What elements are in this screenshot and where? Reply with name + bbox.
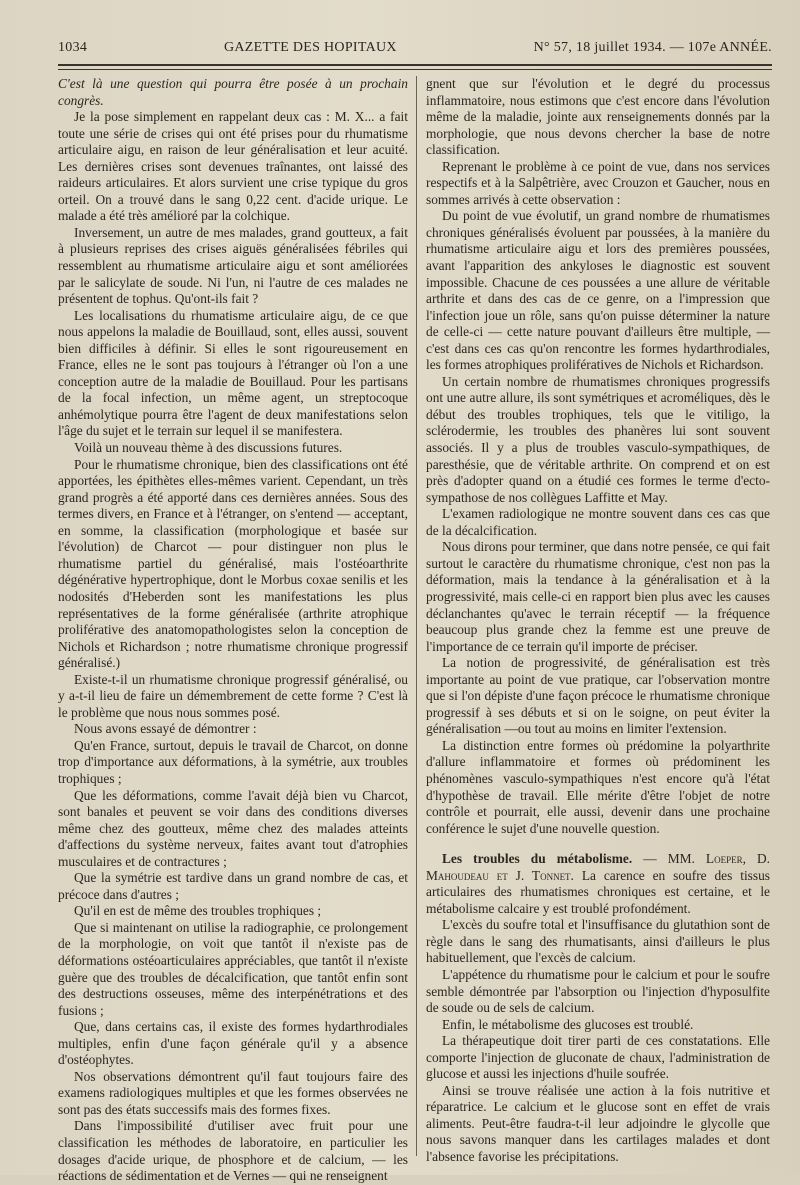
section-intro: La carence en soufre des tissus articulaires des rhumatismes chroniques est certaine, et le métabolisme calcaire y est troublé profondément. [426,867,770,916]
paragraph: Reprenant le problème à ce point de vue, dans nos services respectifs et à la Salpêtrière, avec Crouzon et Gaucher, nous en sommes arrivés à cette observation : [426,158,770,207]
paragraph: L'excès du soufre total et l'insuffisance du glutathion sont de règle dans le sang des rhumatisants, ainsi d'ailleurs le plus habituellement, que l'excès de calcium. [426,917,770,966]
header-rule-thick [58,64,772,66]
paragraph: Pour le rhumatisme chronique, bien des classifications ont été apportées, les épithètes elles-mêmes varient. Cependant, un très grand progrès a été apporté dans ces dernières années. Sous des termes divers, en France et à l'étranger, on s'entend — acceptant, en somme, la classification (morphologique et basée sur l'évolution) de Charcot — pour distinguer non plus le rhumatisme partiel du généralisé, mais l'ostéoarthrite dégénérative hypertrophique, dont le Morbus coxae senilis et les nodosités d'Heberden sont les manifestations les plus représentatives de la forme généralisée (arthrite atrophique proliférative des anatomopathologistes selon la conception de Nichols et Richardson ; notre rhumatisme chronique progressif généralisé.) [58,456,408,671]
paragraph: Que si maintenant on utilise la radiographie, ce prolongement de la morphologie, on voit que tantôt il n'existe pas de déformations ostéoarticulaires appréciables, que tantôt il n'existe guère que des troubles de décalcification, que tantôt enfin sont des destructions osseuses, même des interpénétrations et des fusions ; [58,919,408,1018]
journal-title: GAZETTE DES HOPITAUX [223,40,397,55]
paragraph: Inversement, un autre de mes malades, grand goutteux, a fait à plusieurs reprises des crises aiguës généralisées fébriles qui ressemblent au rhumatisme articulaire aigu et sont améliorées par le salicylate de soude. Ni l'un, ni l'autre de ces malades ne présentent de tophus. Qu'ont-ils fait ? [58,224,408,307]
header-rule-thin [58,69,772,70]
page-header [58,40,772,64]
paragraph: Ainsi se trouve réalisée une action à la fois nutritive et réparatrice. Le calcium et le glucose sont en effet de vrais aliments. Peut-être faudra-t-il leur adjoindre le glycolle que nous savons manquer dans les cartilages malades et dont l'absence favorise les précipitations. [426,1082,770,1164]
paragraph: gnent que sur l'évolution et le degré du processus inflammatoire, nous estimons que c'est encore dans l'évolution même de la maladie, jointe aux renseignements donnés par la morphologie, que nous devons chercher la base de notre classification. [426,76,770,158]
section-heading-paragraph [426,851,770,917]
paragraph: Nous avons essayé de démontrer : [74,721,257,737]
paragraph: Je la pose simplement en rappelant deux cas : M. X... a fait toute une série de crises qui ont été prises pour du rhumatisme articulaire aigu, en raison de leur généralisation et leur acuité. Les dernières crises sont devenues traînantes, ont laissé des raideurs articulaires. Et alors survient une crise typique du gros orteil. On a trouvé dans le sang 0,22 cent. d'acide urique. Le malade a été très amélioré par la colchique. [58,109,408,224]
paragraph: Du point de vue évolutif, un grand nombre de rhumatismes chroniques généralisés évoluent par poussées, à la manière du rhumatisme articulaire aigu et lors des premières poussées, avant l'apparition des ankyloses le diagnostic est souvent impossible. Chacune de ces poussées a une allure de véritable arthrite et dans des cas de ce genre, on a l'impression que l'infection joue un rôle, sans qu'on puisse déterminer la nature de celle-ci — cette nature pouvant d'ailleurs être multiple, — c'est dans ces cas qu'on rencontre les formes hydarthrodiales, les formes atrophiques prolifératives de Nichols et Richardson. [426,208,770,373]
paragraph: La thérapeutique doit tirer parti de ces constatations. Elle comporte l'injection de gluconate de chaux, l'administration de glucose et aussi les injections d'huile soufrée. [426,1033,770,1082]
right-column [426,76,770,1166]
paragraph: Qu'il en est de même des troubles trophiques ; [74,903,322,919]
paragraph: Les localisations du rhumatisme articulaire aigu, de ce que nous appelons la maladie de Bouillaud, sont, elles aussi, souvent bien difficiles à définir. Si elles le sont rigoureusement en France, elles ne le sont pas toujours à l'étranger où l'on a une conception autre de la maladie de Bouillaud. Pour les partisans de la focal infection, un même agent, un streptocoque anhémolytique pourra être l'agent de deux manifestations selon l'âge du sujet et le terrain sur lequel il se manifestera. [58,307,408,439]
paragraph: Qu'en France, surtout, depuis le travail de Charcot, on donne trop d'importance aux déformations, à la symétrie, aux troubles trophiques ; [58,737,408,786]
section-authors: — MM. Loeper, D. Mahoudeau et J. Tonnet. [426,851,770,883]
paragraph: Nous dirons pour terminer, que dans notre pensée, ce qui fait surtout le caractère du rhumatisme chronique, c'est non pas la déformation, mais la tendance à la généralisation et à la progressivité, mais celle-ci en rapport bien plus avec les causes déclanchantes qu'avec le terrain réceptif — la fréquence beaucoup plus grande chez la femme est une preuve de l'importance de ce terrain qu'il importe de préciser. [426,539,770,654]
paragraph: Voilà un nouveau thème à des discussions futures. [74,440,343,456]
paragraph: L'examen radiologique ne montre souvent dans ces cas que de la décalcification. [426,506,770,538]
left-column [58,76,408,1185]
section-title: Les troubles du métabolisme. [442,851,633,867]
page-number: 1034 [58,40,88,55]
paragraph: Un certain nombre de rhumatismes chroniques progressifs ont une autre allure, ils sont symétriques et acroméliques, dès le début des troubles trophiques, tels que le vitiligo, la sclérodermie, les troubles des phanères lui sont souvent associés. Il y a plus de troubles vasculo-sympathiques, de paresthésie, que de véritable arthrite. On comprend et on est près d'adopter quand on a étudié ces formes le terme d'ecto-sympathose de nos collègues Laffitte et May. [426,373,770,505]
paragraph: Que, dans certains cas, il existe des formes hydarthrodiales multiples, enfin d'une façon générale qu'il y a absence d'ostéophytes. [58,1019,408,1068]
issue-info: N° 57, 18 juillet 1934. — 107e ANNÉE. [533,40,772,55]
column-divider [416,76,417,1156]
paragraph: La distinction entre formes où prédomine la polyarthrite d'allure inflammatoire et formes où prédominent les phénomènes vasculo-sympathiques n'est encore qu'à l'état d'hypothèse de travail. Elle mérite d'être l'objet de notre contrôle et pourrait, elle aussi, devenir dans une prochaine conférence le sujet d'une nouvelle question. [426,737,770,836]
paragraph: Enfin, le métabolisme des glucoses est troublé. [442,1016,694,1032]
paragraph: Dans l'impossibilité d'utiliser avec fruit pour une classification les méthodes de laboratoire, en particulier les dosages d'acide urique, de phosphore et de calcium, — les réactions de sédimentation et de Vernes — qui ne renseignent [58,1118,408,1184]
paragraph: Nos observations démontrent qu'il faut toujours faire des examens radiologiques multiples et que les formes observées ne sont pas des états successifs mais des formes fixes. [58,1068,408,1117]
paragraph: Que la symétrie est tardive dans un grand nombre de cas, et précoce dans d'autres ; [58,870,408,902]
paragraph: C'est là une question qui pourra être posée à un prochain congrès. [58,76,408,108]
paragraph: L'appétence du rhumatisme pour le calcium et pour le soufre semble démontrée par l'absorption ou l'injection d'hyposulfite de soude ou de sels de calcium. [426,966,770,1016]
paragraph: Que les déformations, comme l'avait déjà bien vu Charcot, sont banales et peuvent se voir dans des conditions diverses même chez des goutteux, même chez des malades atteints d'affections du système nerveux, faites avant tout d'atrophies musculaires et de contractures ; [58,787,408,869]
paragraph: La notion de progressivité, de généralisation est très importante au point de vue pratique, car l'observation montre que si l'on dépiste d'une façon précoce le rhumatisme chronique progressif à ses débuts et si on le soigne, on peut éviter la généralisation —ou tout au moins en limiter l'extension. [426,655,770,737]
paragraph: Existe-t-il un rhumatisme chronique progressif généralisé, ou y a-t-il lieu de faire un démembrement de cette forme ? C'est là le problème que nous nous sommes posé. [58,671,408,720]
